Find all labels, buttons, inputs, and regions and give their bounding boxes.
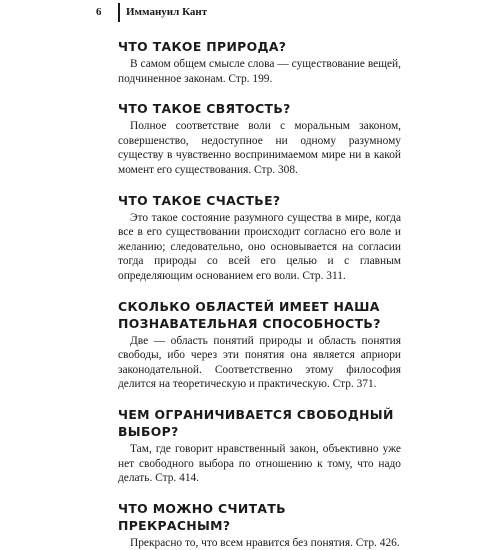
qa-entry xyxy=(118,192,401,284)
running-head xyxy=(0,0,500,26)
question-heading: ЧЕМ ОГРАНИЧИВАЕТСЯ СВОБОДНЫЙ ВЫБОР? xyxy=(118,406,394,439)
qa-entry xyxy=(118,298,401,392)
answer-paragraph: Там, где говорит нравственный закон, объективно уже нет свободного выбора по отношению к тому, что надо делать. Стр. 414. xyxy=(118,442,401,485)
question-heading: ЧТО МОЖНО СЧИТАТЬ ПРЕКРАСНЫМ? xyxy=(118,500,286,533)
answer-paragraph: В самом общем смысле слова — существование вещей, подчиненное законам. Стр. 199. xyxy=(118,58,401,85)
qa-entry xyxy=(118,38,401,86)
qa-entry xyxy=(118,100,401,177)
qa-entry xyxy=(118,406,401,486)
header-divider xyxy=(118,3,120,22)
qa-entry xyxy=(118,500,401,550)
answer-paragraph: Полное соответствие воли с моральным законом, совершенство, недоступное ни одному разумному существу в чувственно воспринимаемом мире ни в какой момент его существования. Стр. 308. xyxy=(118,120,401,176)
answer-paragraph: Это такое состояние разумного существа в мире, когда все в его существовании происходит согласно его воле и желанию; следовательно, оно основывается на согласии тогда природы со всей его целью и с главным определяющим основанием его воли. Стр. 311. xyxy=(118,211,401,282)
running-title: Иммануил Кант xyxy=(126,6,208,18)
answer-paragraph: Прекрасно то, что всем нравится без понятия. Стр. 426. xyxy=(130,536,400,549)
question-heading: ЧТО ТАКОЕ СЧАСТЬЕ? xyxy=(118,192,281,208)
question-heading: ЧТО ТАКОЕ СВЯТОСТЬ? xyxy=(118,101,291,117)
answer-paragraph: Две — область понятий природы и область понятия свободы, ибо через эти понятия она является априори законодательной. Соответственно этому философия делится на теоретическую и практическую. Стр. 371. xyxy=(118,334,401,391)
page-number: 6 xyxy=(96,6,102,18)
question-heading: СКОЛЬКО ОБЛАСТЕЙ ИМЕЕТ НАША ПОЗНАВАТЕЛЬНАЯ СПОСОБНОСТЬ? xyxy=(118,298,381,331)
qa-list xyxy=(118,38,401,550)
question-heading: ЧТО ТАКОЕ ПРИРОДА? xyxy=(118,39,287,54)
